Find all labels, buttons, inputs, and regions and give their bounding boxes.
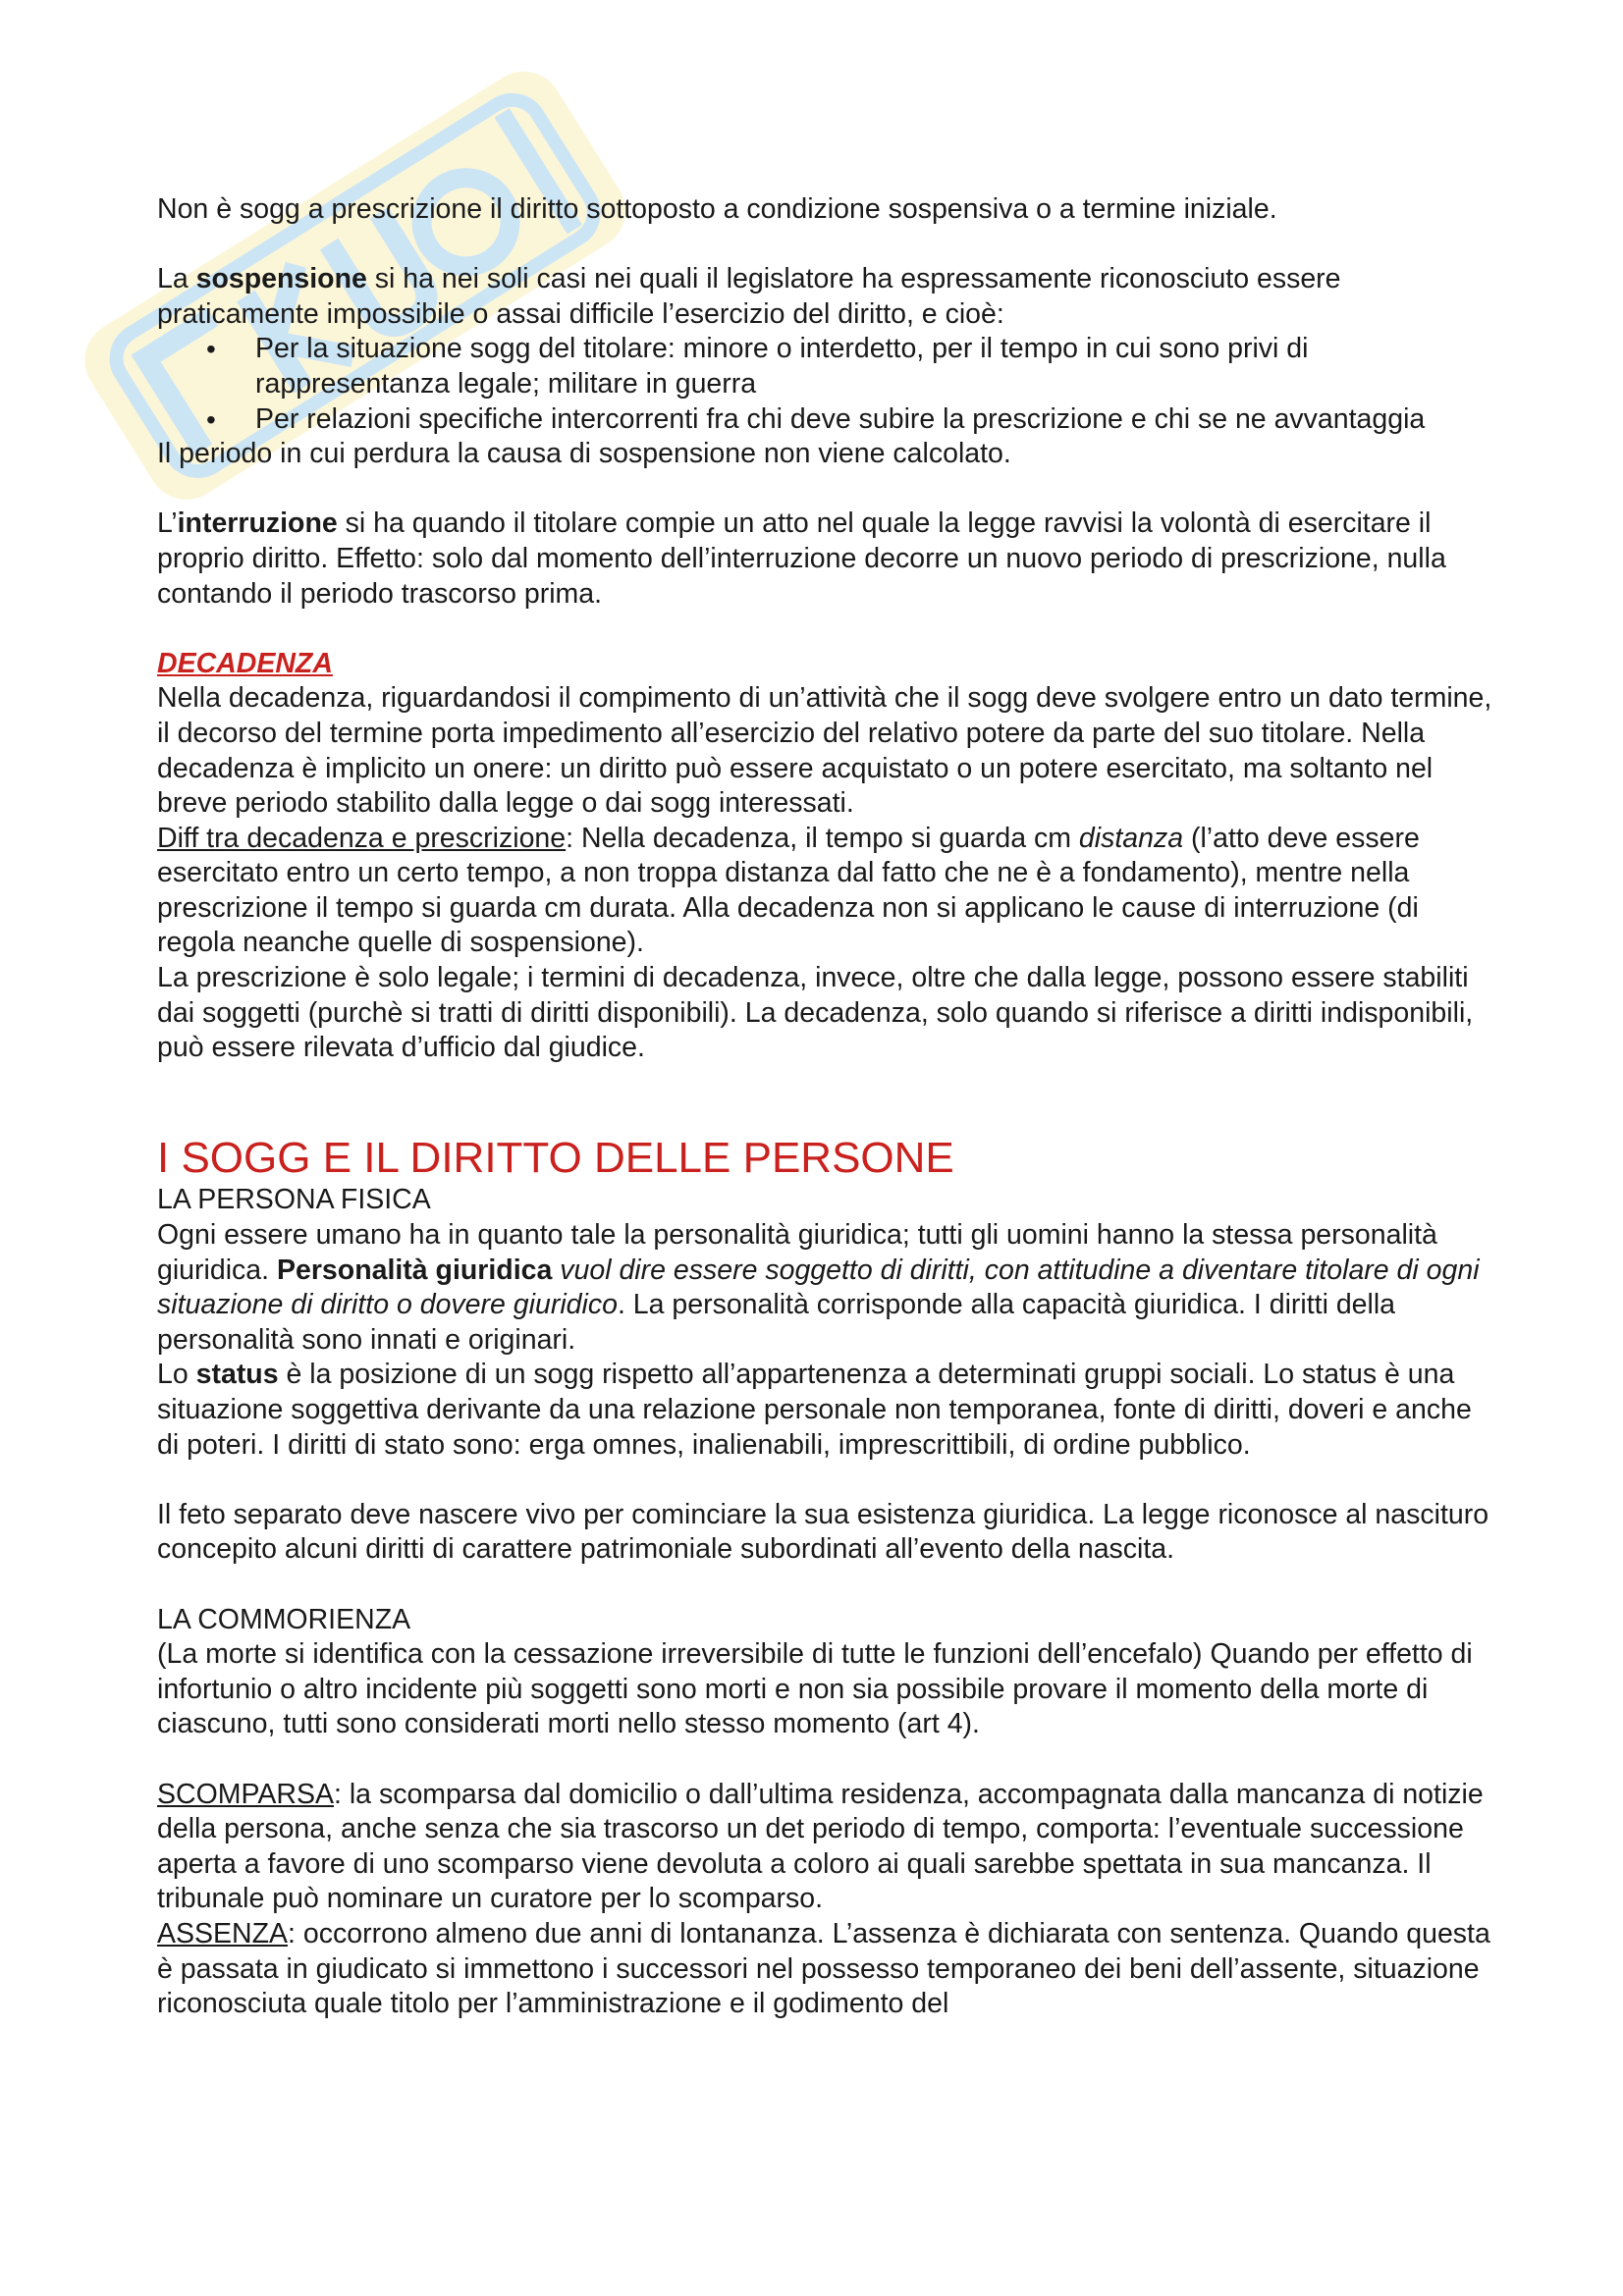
underlined-label: SCOMPARSA <box>157 1778 335 1810</box>
paragraph-commorienza: (La morte si identifica con la cessazione irreversibile di tutte le funzioni dell’encefalo) Quando per effetto di infortunio o altro incidente più soggetti sono morti e non sia possibile provare il momento della morte di ciascuno, tutti sono considerati morti nello stesso momento (art 4). <box>157 1638 1473 1740</box>
italic-term: distanza <box>1078 822 1184 854</box>
bullet-item: • Per la situazione sogg del titolare: minore o interdetto, per il tempo in cui sono privi di rappresentanza legale; militare in guerra <box>255 332 1492 401</box>
section-title: I SOGG E IL DIRITTO DELLE PERSONE <box>157 1134 954 1183</box>
text-run: : la scomparsa dal domicilio o dall’ultima residenza, accompagnata dalla mancanza di notizie della persona, anche senza che sia trascorso un det periodo di tempo, comporta: l’eventuale successione aperta a favore di uno scomparso viene devoluta a coloro ai quali sarebbe spettata in sua mancanza. Il tribunale può nominare un curatore per lo scomparso. <box>157 1778 1484 1915</box>
term-personalita: Personalità giuridica <box>276 1254 553 1286</box>
text-run: L’ <box>157 507 178 540</box>
spacer <box>157 1066 1492 1101</box>
underlined-label: ASSENZA <box>157 1917 289 1949</box>
text-run: (l’atto deve essere esercitato entro un certo tempo, a non troppa distanza dal fatto che ne è a fondamento), mentre nella prescrizione il tempo si guarda cm durata. Alla decadenza non si applicano le cause di interruzione (di regola neanche quelle di sospensione). <box>157 822 1420 959</box>
heading-decadenza: DECADENZA <box>157 647 333 679</box>
text-run: : occorrono almeno due anni di lontananza. L’assenza è dichiarata con sentenza. Quando questa è passata in giudicato si immettono i successori nel possesso temporaneo dei beni dell’assente, situazione riconosciuta quale titolo per l’amministrazione e il godimento del <box>157 1917 1490 2020</box>
paragraph-status <box>157 1358 1492 1463</box>
underlined-label: Diff tra decadenza e prescrizione <box>157 822 567 854</box>
spacer <box>157 228 1492 263</box>
italic-definition: vuol dire essere soggetto di diritti, con attitudine a diventare titolare di ogni situazione di diritto o dovere giuridico <box>157 1254 1480 1321</box>
text-run: si ha quando il titolare compie un atto nel quale la legge ravvisi la volontà di esercitare il proprio diritto. Effetto: solo dal momento dell’interruzione decorre un nuovo periodo di prescrizione, nulla contando il periodo trascorso prima. <box>157 507 1446 610</box>
text-run: : Nella decadenza, il tempo si guarda cm <box>566 822 1079 854</box>
subheading-persona-fisica: LA PERSONA FISICA <box>157 1184 431 1216</box>
subheading-commorienza: LA COMMORIENZA <box>157 1603 411 1635</box>
paragraph-diff <box>157 822 1492 961</box>
text-run: si ha nei soli casi nei quali il legislatore ha espressamente riconosciuto essere praticamente impossibile o assai difficile l’esercizio del diritto, e cioè: <box>157 263 1341 330</box>
spacer <box>157 1742 1492 1778</box>
paragraph-feto: Il feto separato deve nascere vivo per cominciare la sua esistenza giuridica. La legge riconosce al nascituro concepito alcuni diritti di carattere patrimoniale subordinati all’evento della nascita. <box>157 1498 1489 1566</box>
paragraph-sospensione <box>157 262 1492 332</box>
paragraph-prescrizione-legale: La prescrizione è solo legale; i termini di decadenza, invece, oltre che dalla legge, possono essere stabiliti dai soggetti (purchè si tratti di diritti disponibili). La decadenza, solo quando si riferisce a diritti indisponibili, può essere rilevata d’ufficio dal giudice. <box>157 962 1474 1064</box>
paragraph-interruzione <box>157 507 1492 612</box>
bullet-item: • Per relazioni specifiche intercorrenti fra chi deve subire la prescrizione e chi se ne avvantaggia <box>255 402 1492 438</box>
paragraph-assenza <box>157 1917 1492 2022</box>
spacer <box>157 1463 1492 1498</box>
spacer <box>157 472 1492 507</box>
term-sospensione: sospensione <box>195 263 367 295</box>
text-run: La <box>157 263 196 295</box>
paragraph-scomparsa <box>157 1778 1492 1917</box>
term-status: status <box>195 1359 279 1391</box>
paragraph-condizione: Non è sogg a prescrizione il diritto sottoposto a condizione sospensiva o a termine iniziale. <box>157 193 1277 225</box>
text-run: Ogni essere umano ha in quanto tale la personalità giuridica; tutti gli uomini hanno la stessa personalità giuridica. <box>157 1219 1437 1286</box>
spacer <box>157 612 1492 647</box>
paragraph-personalita <box>157 1218 1492 1358</box>
bullet-list <box>157 332 1492 437</box>
text-run: è la posizione di un sogg rispetto all’appartenenza a determinati gruppi sociali. Lo status è una situazione soggettiva derivante da una relazione personale non temporanea, fonte di diritti, doveri e anche di poteri. I diritti di stato sono: erga omnes, inalienabili, imprescrittibili, di ordine pubblico. <box>157 1359 1472 1461</box>
document-page <box>157 192 1492 2022</box>
paragraph-decadenza-def: Nella decadenza, riguardandosi il compimento di un’attività che il sogg deve svolgere entro un dato termine, il decorso del termine porta impedimento all’esercizio del relativo potere da parte del suo titolare. Nella decadenza è implicito un onere: un diritto può essere acquistato o un potere esercitato, ma soltanto nel breve periodo stabilito dalla legge o dai sogg interessati. <box>157 682 1492 820</box>
term-interruzione: interruzione <box>177 507 338 540</box>
text-run: . La personalità corrisponde alla capacità giuridica. I diritti della personalità sono innati e originari. <box>157 1289 1396 1356</box>
text-run: Lo <box>157 1359 196 1391</box>
paragraph-periodo: Il periodo in cui perdura la causa di sospensione non viene calcolato. <box>157 438 1011 470</box>
spacer <box>157 1568 1492 1603</box>
